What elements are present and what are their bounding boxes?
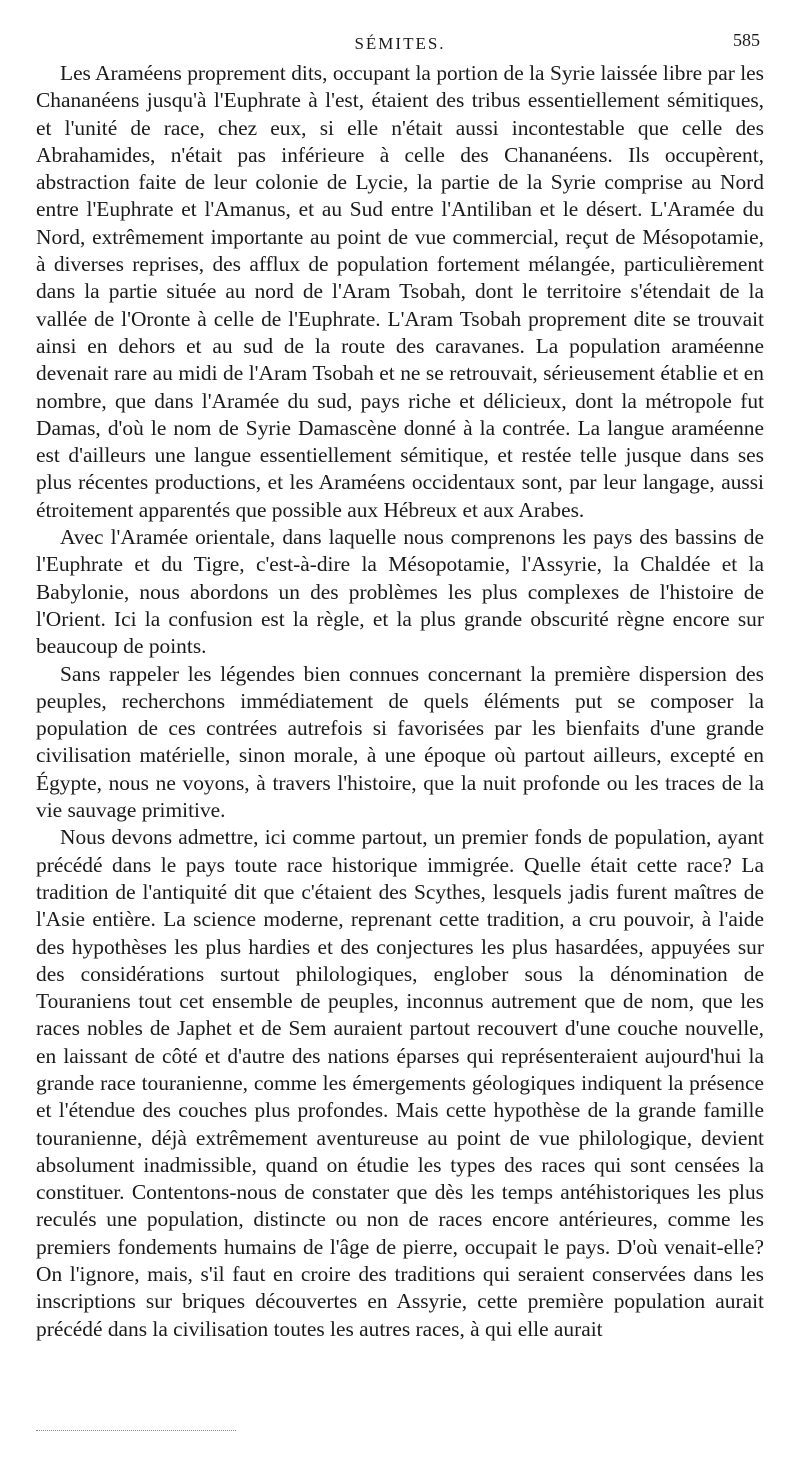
running-title: SÉMITES. bbox=[354, 34, 446, 53]
page-number: 585 bbox=[733, 30, 760, 50]
paragraph: Nous devons admettre, ici comme partout, un premier fonds de population, ayant précédé dans le pays toute race historique immigrée. Quelle était cette race? La tradition de l'antiquité dit que c'étaient des Scythes, lesquels jadis furent maîtres de l'Asie entière. La science moderne, reprenant cette tradition, a cru pouvoir, à l'aide des hypothèses les plus hardies et des conjectures les plus hasardées, appuyées sur des considérations surtout philologiques, englober sous la dénomination de Touraniens tout cet ensemble de peuples, inconnus autrement que de nom, que les races nobles de Japhet et de Sem auraient partout recouvert d'une couche nouvelle, en laissant de côté et d'autre des nations éparses qui représenteraient aujourd'hui la grande race touranienne, comme les émergements géologiques indiquent la présence et l'étendue des couches plus profondes. Mais cette hypothèse de la grande famille touranienne, déjà extrêmement aventureuse au point de vue philologique, devient absolument inadmissible, quand on étudie les types des races qui sont censées la constituer. Contentons-nous de constater que dès les temps antéhistoriques les plus reculés une population, distincte ou non de races encore antérieures, comme les premiers fondements humains de l'âge de pierre, occupait le pays. D'où venait-elle? On l'ignore, mais, s'il faut en croire des traditions qui seraient conservées dans les inscriptions sur briques découvertes en Assyrie, cette première population aurait précédé dans la civilisation toutes les autres races, à qui elle aurait bbox=[36, 825, 764, 1341]
running-head bbox=[0, 30, 800, 58]
paragraph: Les Araméens proprement dits, occupant la portion de la Syrie laissée libre par les Chananéens jusqu'à l'Euphrate à l'est, étaient des tribus essentiellement sémitiques, et l'unité de race, chez eux, si elle n'était aussi incontestable que celle des Abrahamides, n'était pas inférieure à celle des Chananéens. Ils occupèrent, abstraction faite de leur colonie de Lycie, la partie de la Syrie comprise au Nord entre l'Euphrate et l'Amanus, et au Sud entre l'Antiliban et le désert. L'Aramée du Nord, extrêmement importante au point de vue commercial, reçut de Mésopotamie, à diverses reprises, des afflux de population fortement mélangée, particulièrement dans la partie située au nord de l'Aram Tsobah, dont le territoire s'étendait de la vallée de l'Oronte à celle de l'Euphrate. L'Aram Tsobah proprement dite se trouvait ainsi en dehors et au sud de la route des caravanes. La population araméenne devenait rare au midi de l'Aram Tsobah et ne se retrouvait, sérieusement établie et en nombre, que dans l'Aramée du sud, pays riche et délicieux, dont la métropole fut Damas, d'où le nom de Syrie Damascène donné à la contrée. La langue araméenne est d'ailleurs une langue essentiellement sémitique, et restée telle jusque dans ses plus récentes productions, et les Araméens occidentaux sont, par leur langage, aussi étroitement apparentés que possible aux Hébreux et aux Arabes. bbox=[36, 61, 764, 522]
footer-rule bbox=[36, 1430, 236, 1431]
paragraph: Avec l'Aramée orientale, dans laquelle nous comprenons les pays des bassins de l'Euphrate et du Tigre, c'est-à-dire la Mésopotamie, l'Assyrie, la Chaldée et la Babylonie, nous abordons un des problèmes les plus complexes de l'histoire de l'Orient. Ici la confusion est la règle, et la plus grande obscurité règne encore sur beaucoup de points. bbox=[36, 525, 764, 659]
paragraph: Sans rappeler les légendes bien connues concernant la première dispersion des peuples, recherchons immédiatement de quels éléments put se composer la population de ces contrées autrefois si favorisées par les bienfaits d'une grande civilisation matérielle, sinon morale, à une époque où partout ailleurs, excepté en Égypte, nous ne voyons, à travers l'histoire, que la nuit profonde ou les traces de la vie sauvage primitive. bbox=[36, 661, 764, 823]
body-text bbox=[36, 60, 764, 1343]
